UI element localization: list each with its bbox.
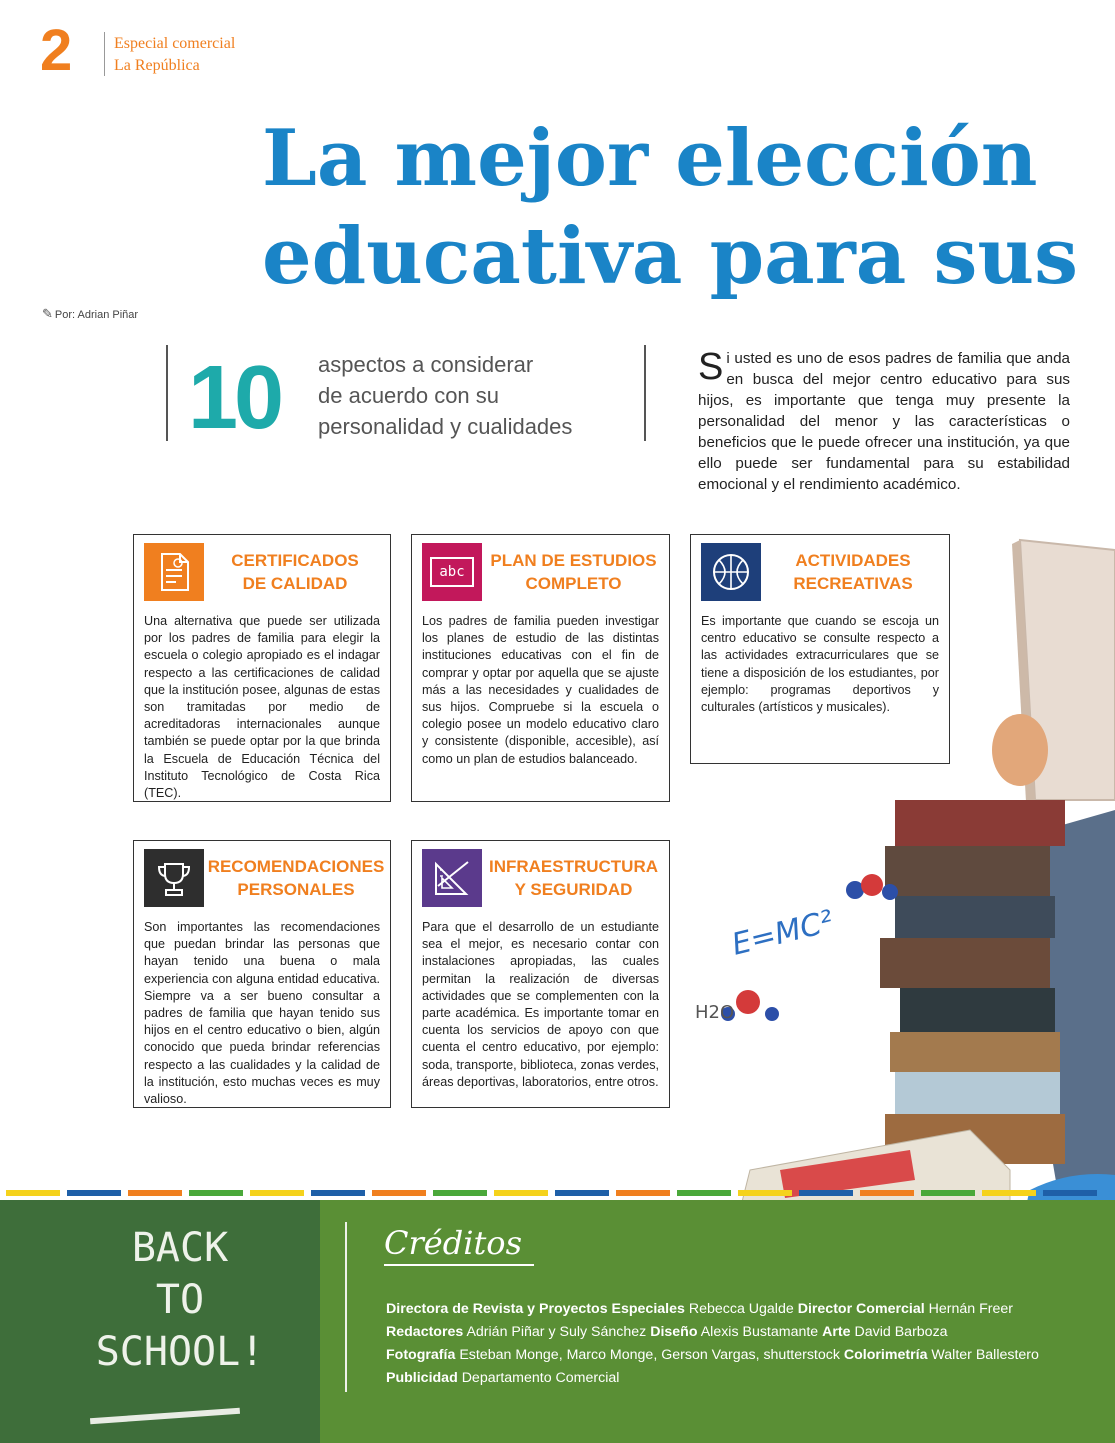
card-title-line-2: DE CALIDAD bbox=[242, 574, 348, 593]
byline-text: Por: Adrian Piñar bbox=[54, 309, 139, 321]
card-title bbox=[208, 549, 382, 595]
card-title bbox=[486, 855, 661, 901]
feature-line-1: aspectos a considerar bbox=[318, 352, 534, 377]
card-title-line-2: PERSONALES bbox=[237, 880, 355, 899]
card-title-line-1: PLAN DE ESTUDIOS bbox=[490, 551, 657, 570]
intro-text: i usted es uno de esos padres de familia que anda en busca del mejor centro educativo para sus hijos, es importante que tenga muy presente la personalidad del menor y las características o beneficios que le puede ofrecer una institución, ya que ello puede ser fundamental para su estabilidad emocional y el rendimiento académico. bbox=[698, 350, 1070, 493]
water-formula: H2O bbox=[695, 1002, 735, 1023]
book-5 bbox=[900, 988, 1055, 1032]
card-body: Son importantes las recomendaciones que puedan brindar las personas que hayan tenido una buena o mala experiencia con alguna entidad educativa. Siempre va a ser bueno consultar a padres de familia que hayan tenido sus hijos en el centro educativo o bien, algún conocido que pueda brindar referencias respecto a las cualidades y la calidad de la institución, esto muchas veces es muy valioso. bbox=[144, 920, 380, 1107]
credits-title: Créditos bbox=[384, 1224, 522, 1262]
page-number: 2 bbox=[40, 18, 73, 83]
header-label bbox=[114, 33, 235, 77]
molecule-atom bbox=[882, 884, 898, 900]
credit-name: David Barboza bbox=[854, 1324, 948, 1340]
card-title-line-1: CERTIFICADOS bbox=[231, 551, 359, 570]
book-2 bbox=[885, 846, 1050, 896]
credit-name: Hernán Freer bbox=[928, 1301, 1013, 1317]
credits-line bbox=[386, 1344, 1086, 1367]
stripe-dash bbox=[311, 1190, 365, 1196]
credit-name: Alexis Bustamante bbox=[700, 1324, 819, 1340]
card-title-line-1: ACTIVIDADES bbox=[795, 551, 911, 570]
card-infraestructura bbox=[411, 840, 670, 1108]
credit-role: Redactores bbox=[386, 1324, 464, 1340]
credits-title-underline bbox=[384, 1264, 534, 1266]
credit-name: Esteban Monge, Marco Monge, Gerson Vargas, shutterstock bbox=[459, 1347, 840, 1363]
byline bbox=[42, 306, 138, 322]
card-certificados bbox=[133, 534, 391, 802]
abc-board-label: abc bbox=[430, 557, 474, 587]
page-title bbox=[262, 110, 1102, 306]
stripe-dash bbox=[6, 1190, 60, 1196]
book-6 bbox=[890, 1032, 1060, 1072]
book-3 bbox=[895, 896, 1055, 938]
chalk-line-3: SCHOOL! bbox=[95, 1329, 265, 1375]
card-title bbox=[202, 855, 390, 901]
books-photo bbox=[690, 530, 1115, 1270]
card-body: Para que el desarrollo de un estudiante sea el mejor, es necesario contar con instalaciones apropiadas, las cuales permitan la realización de diversas actividades que se complementen con la parte académica. Es importante tomar en cuenta los servicios de apoyo con que cuenta el centro educativo, por ejemplo: soda, transporte, biblioteca, zonas verdes, áreas deportivas, laboratorios, entre otros. bbox=[422, 920, 659, 1089]
credit-name: Departamento Comercial bbox=[461, 1370, 620, 1386]
intro-paragraph bbox=[698, 348, 1070, 495]
chalk-line-2: TO bbox=[155, 1277, 205, 1323]
certificate-icon bbox=[144, 543, 204, 601]
credit-name: Walter Ballestero bbox=[931, 1347, 1039, 1363]
card-title bbox=[486, 549, 661, 595]
credit-role: Director Comercial bbox=[797, 1301, 925, 1317]
stripe-dash bbox=[921, 1190, 975, 1196]
credit-role: Fotografía bbox=[386, 1347, 456, 1363]
stripe-dash bbox=[1043, 1190, 1097, 1196]
book-7 bbox=[895, 1072, 1060, 1114]
feature-line-3: personalidad y cualidades bbox=[318, 414, 573, 439]
abc-board-icon bbox=[422, 543, 482, 601]
header-divider bbox=[104, 32, 105, 76]
stripe-dash bbox=[677, 1190, 731, 1196]
stripe-dash bbox=[250, 1190, 304, 1196]
credit-role: Colorimetría bbox=[843, 1347, 928, 1363]
card-plan-estudios bbox=[411, 534, 670, 802]
molecule-atom bbox=[765, 1007, 779, 1021]
publication-name: La República bbox=[114, 57, 200, 74]
card-body: Es importante que cuando se escoja un centro educativo se consulte respecto a las actividades extracurriculares que se tiene a disposición de los estudiantes, por ejemplo: programas deportivos y culturales (artísticos y musicales). bbox=[701, 614, 939, 715]
book-1 bbox=[895, 800, 1065, 846]
card-title-line-2: Y SEGURIDAD bbox=[514, 880, 633, 899]
credit-role: Arte bbox=[822, 1324, 851, 1340]
title-line-2: educativa para sus bbox=[262, 211, 1078, 302]
chalkboard-text bbox=[80, 1222, 280, 1378]
feature-box bbox=[166, 345, 646, 448]
stripe-dash bbox=[494, 1190, 548, 1196]
card-body: Los padres de familia pueden investigar los planes de estudio de las distintas instituciones educativas con el fin de comprar y optar por aquella que se ajuste más a las necesidades y cualidades de sus hijos. Compruebe si la escuela o colegio posee un modelo educativo claro y consistente (disponible, accesible), así como un plan de estudios balanceado. bbox=[422, 614, 659, 766]
molecule-atom bbox=[736, 990, 760, 1014]
credits-line bbox=[386, 1367, 1086, 1390]
trophy-icon bbox=[144, 849, 204, 907]
card-title-line-2: COMPLETO bbox=[525, 574, 622, 593]
credits-line bbox=[386, 1321, 1086, 1344]
feature-text bbox=[318, 349, 572, 442]
credit-role: Publicidad bbox=[386, 1370, 458, 1386]
feature-line-2: de acuerdo con su bbox=[318, 383, 500, 408]
credit-name: Adrián Piñar y Suly Sánchez bbox=[466, 1324, 647, 1340]
pencil-icon: ✎ bbox=[42, 306, 53, 321]
stripe-dash bbox=[128, 1190, 182, 1196]
dropcap: S bbox=[698, 346, 724, 388]
card-title-line-1: RECOMENDACIONES bbox=[207, 857, 385, 876]
stripe-dash bbox=[372, 1190, 426, 1196]
book-4 bbox=[880, 938, 1050, 988]
credits-list bbox=[386, 1298, 1086, 1390]
stripe-dash bbox=[860, 1190, 914, 1196]
feature-number: 10 bbox=[188, 348, 281, 448]
credits-line bbox=[386, 1298, 1086, 1321]
credit-name: Rebecca Ugalde bbox=[688, 1301, 794, 1317]
credit-role: Directora de Revista y Proyectos Especiales bbox=[386, 1301, 685, 1317]
stripe-dash bbox=[982, 1190, 1036, 1196]
molecule-atom bbox=[861, 874, 883, 896]
stripe-dash bbox=[67, 1190, 121, 1196]
set-square-icon bbox=[422, 849, 482, 907]
card-title-line-2: RECREATIVAS bbox=[793, 574, 913, 593]
stripe-dash bbox=[799, 1190, 853, 1196]
card-title-line-1: INFRAESTRUCTURA bbox=[488, 857, 659, 876]
stripe-dash bbox=[616, 1190, 670, 1196]
credit-role: Diseño bbox=[650, 1324, 698, 1340]
formula-text: E=MC² bbox=[728, 903, 837, 963]
stripe-dash bbox=[433, 1190, 487, 1196]
footer-divider bbox=[345, 1222, 347, 1392]
card-recomendaciones bbox=[133, 840, 391, 1108]
chalk-line-1: BACK bbox=[131, 1225, 229, 1271]
stripe-dash bbox=[189, 1190, 243, 1196]
stripe-dash bbox=[555, 1190, 609, 1196]
stripe-dash bbox=[738, 1190, 792, 1196]
color-stripe bbox=[0, 1190, 1115, 1198]
card-body: Una alternativa que puede ser utilizada por los padres de familia para elegir la escuela o colegio apropiado es el indagar respecto a las certificaciones de calidad que la institución posee, algunas de estas son tramitadas por medio de acreditadoras internacionales aunque también se puede optar por la que brinda la Escuela de Educación Técnica del Instituto Tecnológico de Costa Rica (TEC). bbox=[144, 614, 380, 801]
title-line-1: La mejor elección bbox=[262, 113, 1038, 204]
section-name: Especial comercial bbox=[114, 35, 236, 52]
child-hand bbox=[992, 714, 1048, 786]
